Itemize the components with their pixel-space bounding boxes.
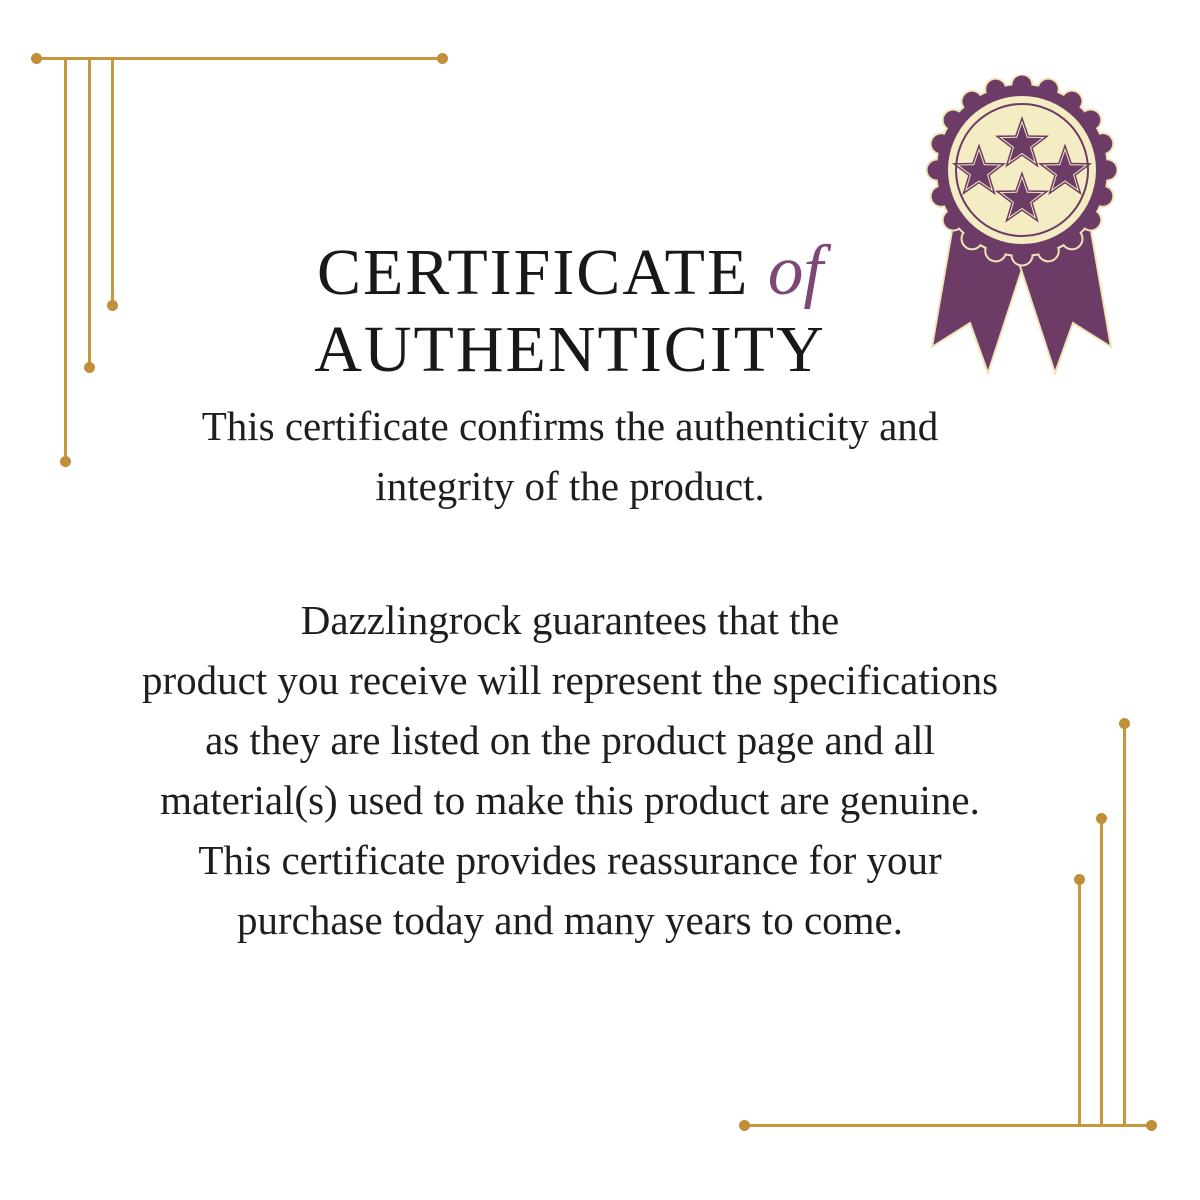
- page-title: [0, 233, 1140, 388]
- title-accent-of: of: [767, 232, 824, 310]
- subtitle-line: This certificate confirms the authenticity and: [201, 403, 939, 449]
- gold-dot: [1146, 1120, 1157, 1131]
- guarantee-paragraph: [0, 590, 1140, 950]
- certificate-subtitle: [0, 396, 1140, 516]
- gold-dot: [437, 53, 448, 64]
- title-main: CERTIFICATE: [316, 236, 750, 309]
- body-line: product you receive will represent the specifications: [141, 657, 999, 703]
- title-line-2: AUTHENTICITY: [314, 313, 826, 386]
- title-line-1: [0, 233, 1140, 311]
- gold-horizontal-line: [37, 57, 443, 60]
- gold-dot: [31, 53, 42, 64]
- subtitle-line: integrity of the product.: [375, 463, 765, 509]
- body-line: Dazzlingrock guarantees that the: [300, 597, 840, 643]
- body-line: material(s) used to make this product are genuine.: [160, 777, 980, 823]
- body-line: This certificate provides reassurance for your: [198, 837, 942, 883]
- gold-horizontal-line: [745, 1124, 1152, 1127]
- body-line: as they are listed on the product page and all: [205, 717, 935, 763]
- body-line: purchase today and many years to come.: [236, 897, 903, 943]
- gold-dot: [739, 1120, 750, 1131]
